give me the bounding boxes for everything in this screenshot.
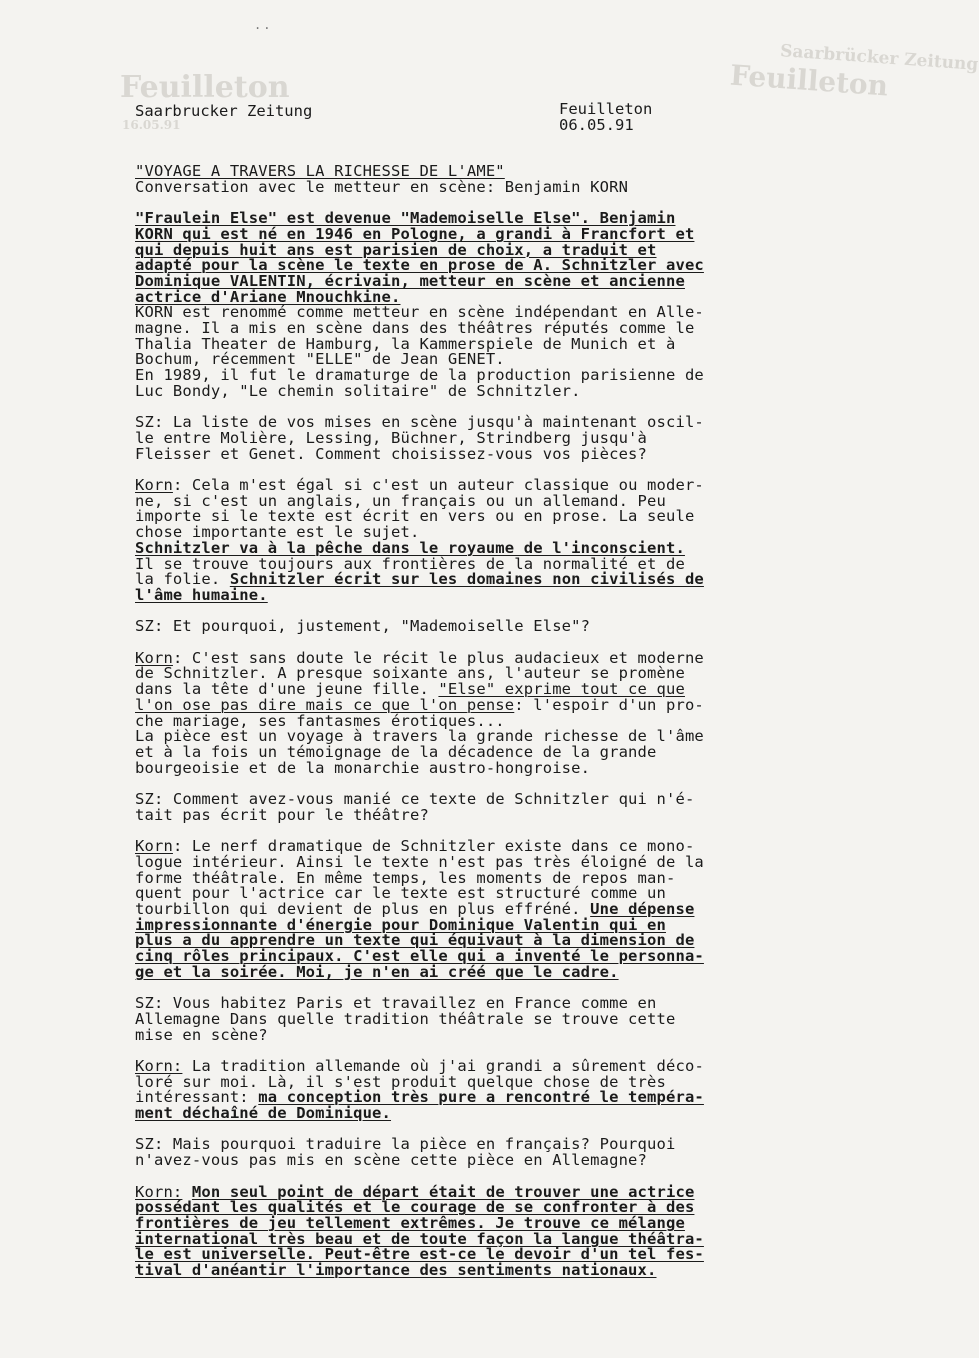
section-date-block xyxy=(559,101,652,133)
paragraph xyxy=(135,478,843,604)
text-segment: Thalia Theater de Hamburg, la Kammerspiele de Munich et à xyxy=(135,334,676,353)
text-segment: importe si le texte est écrit en vers ou en prose. La seule xyxy=(135,507,695,526)
text-line xyxy=(135,758,843,777)
paragraph xyxy=(135,1056,843,1123)
underlined-text: impressionnante d'énergie pour Dominique Valentin qui en xyxy=(135,915,666,934)
text-segment: de Schnitzler. A presque soixante ans, l'auteur se promène xyxy=(135,664,685,683)
underlined-text: "Fraulein Else" est devenue "Mademoiselle Else". Benjamin xyxy=(135,209,676,228)
show-through-section: Feuilleton xyxy=(729,58,890,103)
text-segment: logue intérieur. Ainsi le texte n'est pas très éloigné de la xyxy=(135,852,704,871)
text-segment: ne, si c'est un anglais, un français ou un allemand. Peu xyxy=(135,491,666,510)
text-segment: Allemagne Dans quelle tradition théâtrale se trouve cette xyxy=(135,1009,676,1028)
text-line xyxy=(135,1025,843,1044)
text-line xyxy=(135,381,843,400)
underlined-text: plus a du apprendre un texte qui équivaut à la dimension de xyxy=(135,931,695,950)
text-segment: et à la fois un témoignage de la décadence de la grande xyxy=(135,742,657,761)
publication-name: Saarbrucker Zeitung xyxy=(135,102,313,120)
underlined-text: Korn: xyxy=(135,1056,183,1075)
underlined-text: possédant les qualités et le courage de se confronter à des xyxy=(135,1198,695,1217)
text-segment: SZ: La liste de vos mises en scène jusqu'à maintenant oscil- xyxy=(135,413,704,432)
underlined-text: KORN qui est né en 1946 en Pologne, a grandi à Francfort et xyxy=(135,224,695,243)
paragraph xyxy=(135,211,843,399)
underlined-text: tival d'anéantir l'importance des sentiments nationaux. xyxy=(135,1261,657,1280)
underlined-text: actrice d'Ariane Mnouchkine. xyxy=(135,287,401,306)
text-line xyxy=(135,444,843,463)
text-line xyxy=(135,619,843,635)
text-segment: Luc Bondy, "Le chemin solitaire" de Schnitzler. xyxy=(135,381,581,400)
article-heading xyxy=(135,164,843,195)
underlined-text: Korn xyxy=(135,837,173,856)
underlined-text: "Else" exprime tout ce que xyxy=(438,680,685,699)
underlined-text: Dominique VALENTIN, écrivain, metteur en scène et ancienne xyxy=(135,271,685,290)
text-segment: Bochum, récemment "ELLE" de Jean GENET. xyxy=(135,350,505,369)
underlined-text: l'âme humaine. xyxy=(135,585,268,604)
underlined-text: Korn: xyxy=(135,1182,183,1201)
text-line xyxy=(135,962,843,981)
paragraph xyxy=(135,415,843,462)
paragraph xyxy=(135,619,843,635)
text-segment: La pièce est un voyage à travers la grande richesse de l'âme xyxy=(135,727,704,746)
text-segment: SZ: Vous habitez Paris et travaillez en France comme en xyxy=(135,994,657,1013)
text-segment: Il se trouve toujours aux frontières de la normalité et de xyxy=(135,554,685,573)
text-segment: intéressant: xyxy=(135,1088,259,1107)
underlined-text: Mon seul point de départ était de trouver une actrice xyxy=(191,1182,695,1201)
paragraph xyxy=(135,996,843,1043)
underlined-text: ment déchaîné de Dominique. xyxy=(135,1104,392,1123)
section-name: Feuilleton xyxy=(559,100,653,118)
underlined-text: cinq rôles principaux. C'est elle qui a inventé le personna- xyxy=(135,947,704,966)
article-body xyxy=(135,164,843,1294)
text-segment: : Cela m'est égal si c'est un auteur classique ou moder- xyxy=(172,476,704,495)
show-through-masthead: Saarbrücker Zeitung xyxy=(779,41,979,75)
article-paragraphs xyxy=(135,211,843,1279)
underlined-text: ge et la soirée. Moi, je n'en ai créé que le cadre. xyxy=(135,962,619,981)
underlined-text: Une dépense xyxy=(590,899,695,918)
text-segment: mise en scène? xyxy=(135,1025,268,1044)
underlined-text: Schnitzler va à la pêche dans le royaume de l'inconscient. xyxy=(135,538,685,557)
underlined-text: Korn xyxy=(135,476,173,495)
paragraph xyxy=(135,648,843,777)
text-segment: la folie. xyxy=(135,570,230,589)
underlined-text: adapté pour la scène le texte en prose de A. Schnitzler avec xyxy=(135,256,704,275)
underlined-text: Korn xyxy=(135,648,173,667)
paragraph xyxy=(135,1182,843,1280)
scan-marks: .. xyxy=(254,18,273,32)
underlined-text: frontières de jeu tellement extrêmes. Je trouve ce mélange xyxy=(135,1213,685,1232)
text-segment: En 1989, il fut le dramaturge de la production parisienne de xyxy=(135,366,704,385)
text-line xyxy=(135,1153,843,1169)
text-line xyxy=(135,1106,843,1122)
text-segment: : Le nerf dramatique de Schnitzler existe dans ce mono- xyxy=(172,837,695,856)
underlined-text: le est universelle. Peut-être est-ce le devoir d'un tel fes- xyxy=(135,1245,704,1264)
underlined-text: l'on ose pas dire mais ce que l'on pense xyxy=(135,695,515,714)
text-segment: quent pour l'actrice car le texte est structuré comme un xyxy=(135,884,666,903)
text-segment: chose importante est le sujet. xyxy=(135,523,420,542)
publication-date: 06.05.91 xyxy=(559,116,634,134)
underlined-text: ma conception très pure a rencontré le tempéra- xyxy=(258,1088,704,1107)
text-segment: che mariage, ses fantasmes érotiques... xyxy=(135,711,505,730)
text-segment: le entre Molière, Lessing, Büchner, Strindberg jusqu'à xyxy=(135,428,648,447)
text-segment: loré sur moi. Là, il s'est produit quelque chose de très xyxy=(135,1072,666,1091)
text-segment: dans la tête d'une jeune fille. xyxy=(135,680,439,699)
text-segment: : l'espoir d'un pro- xyxy=(514,695,704,714)
text-segment: SZ: Mais pourquoi traduire la pièce en français? Pourquoi xyxy=(135,1135,676,1154)
text-line xyxy=(135,585,843,604)
paragraph xyxy=(135,839,843,980)
show-through-date: 16.05.91 xyxy=(122,118,181,132)
text-segment: : C'est sans doute le récit le plus audacieux et moderne xyxy=(172,648,704,667)
show-through-title: Feuilleton xyxy=(120,70,290,105)
article-title: "VOYAGE A TRAVERS LA RICHESSE DE L'AME" xyxy=(135,162,505,180)
text-segment: tourbillon qui devient de plus en plus effréné. xyxy=(135,899,591,918)
text-line xyxy=(135,1263,843,1279)
text-segment: bourgeoisie et de la monarchie austro-hongroise. xyxy=(135,758,591,777)
underlined-text: Schnitzler écrit sur les domaines non civilisés de xyxy=(229,570,704,589)
article-subtitle: Conversation avec le metteur en scène: Benjamin KORN xyxy=(135,177,629,196)
text-segment: tait pas écrit pour le théâtre? xyxy=(135,805,429,824)
text-segment: forme théâtrale. En même temps, les moments de repos man- xyxy=(135,868,676,887)
text-segment: KORN est renommé comme metteur en scène indépendant en Alle- xyxy=(135,303,704,322)
text-segment: SZ: Et pourquoi, justement, "Mademoiselle Else"? xyxy=(135,617,591,636)
underlined-text: international très beau et de toute façon la langue théâtra- xyxy=(135,1229,704,1248)
paragraph xyxy=(135,1137,843,1168)
text-segment: SZ: Comment avez-vous manié ce texte de Schnitzler qui n'é- xyxy=(135,790,695,809)
text-segment: Fleisser et Genet. Comment choisissez-vous vos pièces? xyxy=(135,444,648,463)
text-segment: n'avez-vous pas mis en scène cette pièce en Allemagne? xyxy=(135,1151,648,1170)
text-segment: magne. Il a mis en scène dans des théâtres réputés comme le xyxy=(135,319,695,338)
text-line xyxy=(135,805,843,824)
underlined-text: qui depuis huit ans est parisien de choix, a traduit et xyxy=(135,240,657,259)
paragraph xyxy=(135,792,843,823)
text-segment: La tradition allemande où j'ai grandi a sûrement déco- xyxy=(182,1056,704,1075)
